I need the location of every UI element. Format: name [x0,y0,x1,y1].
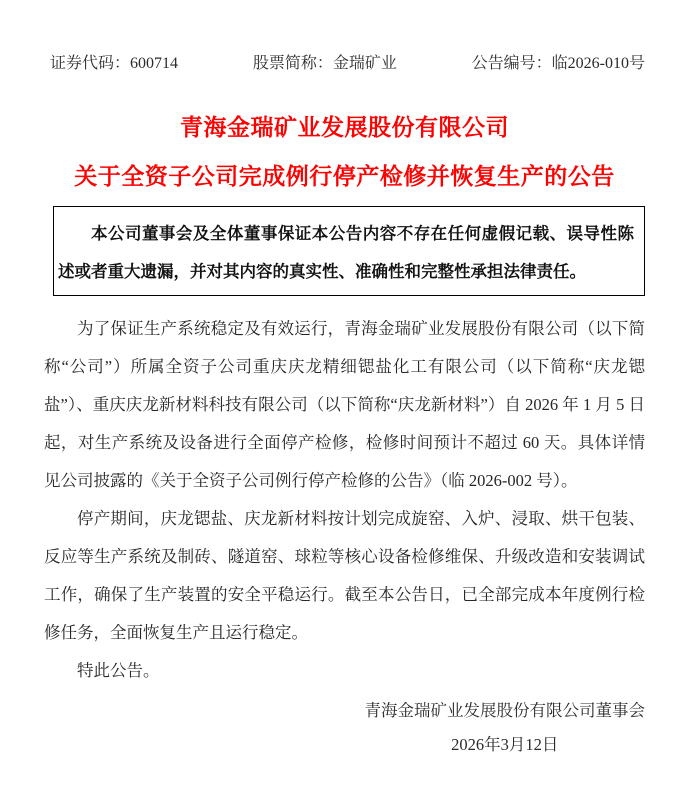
signature-block [365,697,646,757]
announcement-number: 公告编号：临2026-010号 [471,55,645,72]
announcement-body [44,310,645,690]
stock-code: 证券代码：600714 [50,55,179,72]
paragraph-overhaul-completion: 停产期间，庆龙锶盐、庆龙新材料按计划完成旋窑、入炉、浸取、烘干包装、反应等生产系统及制砖、隧道窑、球粒等核心设备检修维保、升级改造和安装调试工作，确保了生产装置的安全平稳运行。截至本公告日，已全部完成本年度例行检修任务，全面恢复生产且运行稳定。 [44,509,645,642]
paragraph-closing: 特此公告。 [77,661,160,680]
board-statement-box [53,206,645,296]
announcement-date: 2026年3月12日 [451,735,559,754]
doc-header [44,54,645,73]
board-signature: 青海金瑞矿业发展股份有限公司董事会 [364,701,645,720]
company-title: 青海金瑞矿业发展股份有限公司 [180,115,509,141]
paragraph-overhaul-plan: 为了保证生产系统稳定及有效运行，青海金瑞矿业发展股份有限公司（以下简称“公司”）所属全资子公司重庆庆龙精细锶盐化工有限公司（以下简称“庆龙锶盐”）、重庆庆龙新材料科技有限公司（以下简称“庆龙新材料”）自 2026 年 1 月 5 日起，对生产系统及设备进行全面停产检修，检修时间预计不超过 60 天。具体详情见公司披露的《关于全资子公司例行停产检修的公告》（临 2026-002 号）。 [44,319,645,490]
board-statement-text: 本公司董事会及全体董事保证本公告内容不存在任何虚假记载、误导性陈述或者重大遗漏，并对其内容的真实性、准确性和完整性承担法律责任。 [58,224,634,281]
announcement-title: 关于全资子公司完成例行停产检修并恢复生产的公告 [74,164,615,190]
stock-name: 股票简称：金瑞矿业 [252,55,397,72]
